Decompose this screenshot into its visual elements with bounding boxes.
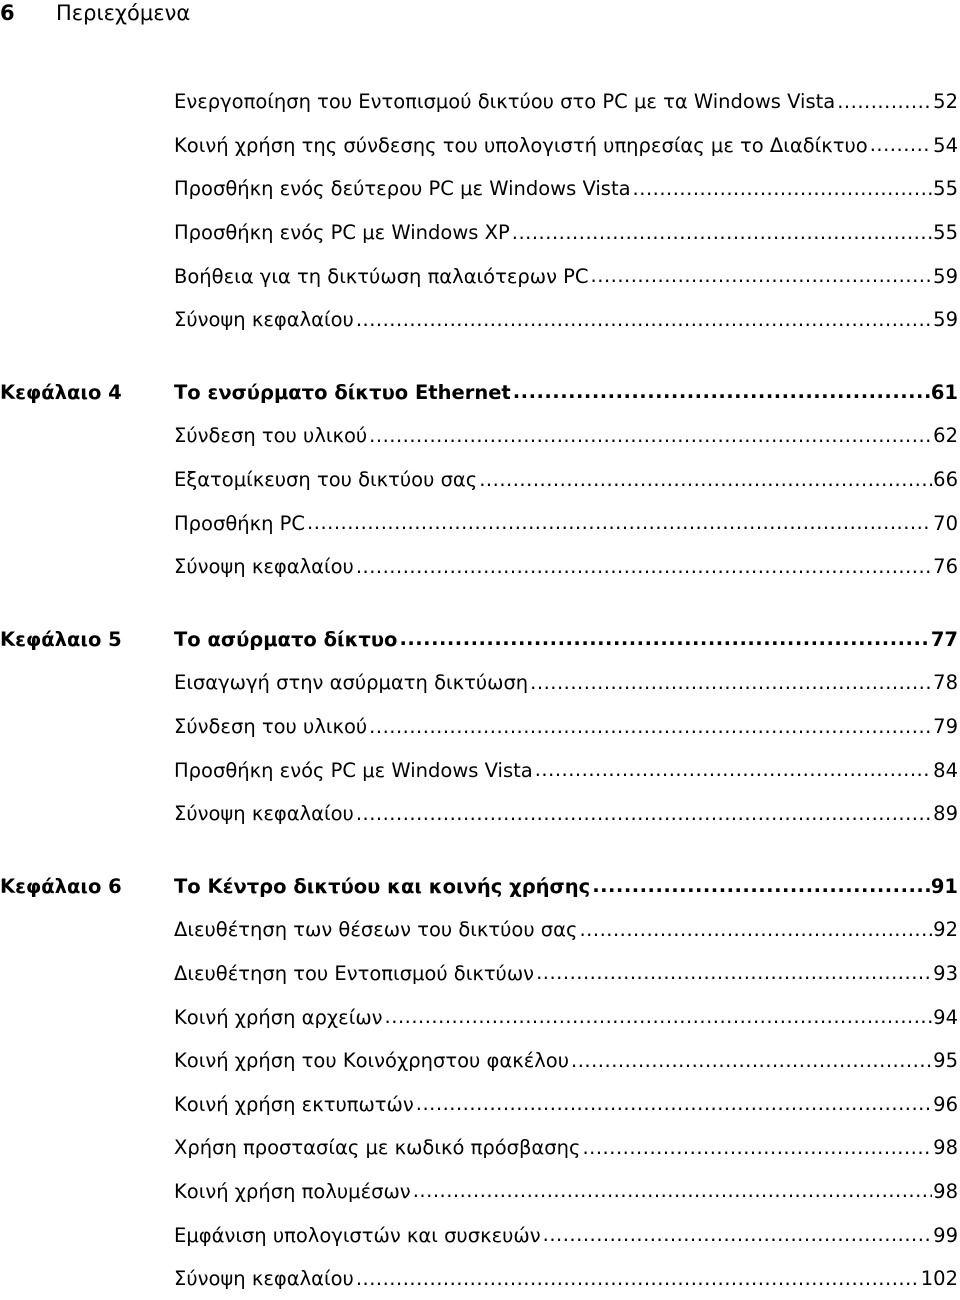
chapter-page: 91 — [930, 875, 958, 898]
toc-entry-page: 93 — [932, 962, 958, 985]
toc-entry-page: 99 — [932, 1224, 958, 1247]
dot-leader — [369, 425, 932, 447]
toc-entry-page: 62 — [932, 424, 958, 447]
toc-entry[interactable] — [0, 1213, 958, 1257]
toc-entry[interactable] — [0, 545, 958, 589]
chapter-label: Κεφάλαιο 4 — [0, 371, 122, 415]
dot-leader — [413, 1180, 932, 1202]
toc-entry-page: 89 — [932, 802, 958, 825]
table-of-contents — [0, 80, 958, 1300]
toc-entry-page: 102 — [920, 1267, 958, 1290]
chapter-label: Κεφάλαιο 5 — [0, 618, 122, 662]
toc-entry-page: 98 — [932, 1136, 958, 1159]
toc-entry[interactable] — [0, 458, 958, 502]
toc-entry-title: Εξατομίκευση του δικτύου σας — [174, 468, 479, 491]
toc-entry[interactable] — [0, 1039, 958, 1083]
toc-entry-title: Κοινή χρήση πολυμέσων — [174, 1180, 413, 1203]
toc-entry-title: Εισαγωγή στην ασύρματη δικτύωση — [174, 671, 530, 694]
dot-leader — [356, 309, 932, 331]
dot-leader — [591, 265, 933, 287]
toc-entry-page: 59 — [932, 308, 958, 331]
toc-entry[interactable] — [0, 1170, 958, 1214]
toc-entry[interactable] — [0, 1126, 958, 1170]
toc-entry-page: 84 — [932, 759, 958, 782]
toc-entry-page: 98 — [932, 1180, 958, 1203]
toc-entry[interactable] — [0, 298, 958, 342]
toc-entry[interactable] — [0, 792, 958, 836]
toc-entry-title: Σύνδεση του υλικού — [174, 715, 369, 738]
dot-leader — [535, 759, 932, 781]
toc-entry-title: Σύνοψη κεφαλαίου — [174, 308, 356, 331]
toc-entry-page: 52 — [932, 90, 958, 113]
toc-entry-page: 55 — [932, 177, 958, 200]
toc-entry-page: 92 — [932, 918, 958, 941]
toc-entry[interactable] — [0, 414, 958, 458]
dot-leader — [592, 875, 930, 897]
dot-leader — [837, 91, 932, 113]
toc-entry[interactable] — [0, 211, 958, 255]
toc-entry[interactable] — [0, 705, 958, 749]
dot-leader — [633, 178, 933, 200]
dot-leader — [307, 512, 932, 534]
toc-entry[interactable] — [0, 748, 958, 792]
section-gap — [0, 589, 958, 618]
toc-entry-page: 79 — [932, 715, 958, 738]
toc-entry-page: 76 — [932, 555, 958, 578]
toc-entry[interactable] — [0, 167, 958, 211]
toc-section-chapter-4 — [0, 371, 958, 589]
dot-leader — [416, 1093, 932, 1115]
toc-entry-title: Προσθήκη ενός PC με Windows XP — [174, 221, 512, 244]
toc-entry-title: Κοινή χρήση αρχείων — [174, 1006, 385, 1029]
chapter-title: Το ενσύρματο δίκτυο Ethernet — [174, 381, 513, 404]
page-header — [0, 0, 190, 30]
dot-leader — [479, 469, 932, 491]
toc-entry[interactable] — [0, 254, 958, 298]
toc-entry[interactable] — [0, 80, 958, 124]
chapter-title: Το Κέντρο δικτύου και κοινής χρήσης — [174, 875, 592, 898]
page-number: 6 — [0, 0, 56, 26]
toc-entry-title: Κοινή χρήση της σύνδεσης του υπολογιστή υπηρεσίας με το Διαδίκτυο — [174, 134, 870, 157]
toc-entry-title: Διευθέτηση των θέσεων του δικτύου σας — [174, 918, 579, 941]
toc-section-chapter-5 — [0, 618, 958, 836]
toc-entry-page: 78 — [932, 671, 958, 694]
toc-entry-title: Εμφάνιση υπολογιστών και συσκευών — [174, 1224, 543, 1247]
dot-leader — [571, 1050, 932, 1072]
toc-section-continued — [0, 80, 958, 342]
chapter-page: 61 — [930, 381, 958, 404]
section-gap — [0, 342, 958, 371]
dot-leader — [369, 716, 932, 738]
chapter-label: Κεφάλαιο 6 — [0, 865, 122, 909]
toc-entry-title: Ενεργοποίηση του Εντοπισμού δικτύου στο PC με τα Windows Vista — [174, 90, 837, 113]
toc-entry-title: Βοήθεια για τη δικτύωση παλαιότερων PC — [174, 265, 591, 288]
dot-leader — [399, 628, 929, 650]
dot-leader — [579, 919, 932, 941]
toc-entry-title: Χρήση προστασίας με κωδικό πρόσβασης — [174, 1136, 582, 1159]
section-gap — [0, 836, 958, 865]
dot-leader — [543, 1224, 933, 1246]
toc-entry-title: Διευθέτηση του Εντοπισμού δικτύων — [174, 962, 536, 985]
toc-entry[interactable] — [0, 995, 958, 1039]
dot-leader — [356, 803, 932, 825]
dot-leader — [530, 672, 932, 694]
toc-entry[interactable] — [0, 124, 958, 168]
chapter-title: Το ασύρματο δίκτυο — [174, 628, 399, 651]
toc-entry-title: Σύνοψη κεφαλαίου — [174, 555, 356, 578]
toc-entry-page: 95 — [932, 1049, 958, 1072]
toc-entry-title: Σύνδεση του υλικού — [174, 424, 369, 447]
toc-entry-page: 94 — [932, 1006, 958, 1029]
toc-entry-page: 96 — [932, 1093, 958, 1116]
toc-entry-page: 59 — [932, 265, 958, 288]
toc-entry[interactable] — [0, 952, 958, 996]
toc-chapter-row[interactable] — [0, 865, 958, 909]
toc-entry[interactable] — [0, 661, 958, 705]
toc-entry-page: 55 — [932, 221, 958, 244]
toc-entry-title: Προσθήκη ενός δεύτερου PC με Windows Vista — [174, 177, 633, 200]
toc-entry-title: Κοινή χρήση εκτυπωτών — [174, 1093, 416, 1116]
toc-entry[interactable] — [0, 908, 958, 952]
dot-leader — [870, 134, 932, 156]
toc-chapter-row[interactable] — [0, 618, 958, 662]
chapter-page: 77 — [930, 628, 958, 651]
toc-section-chapter-6 — [0, 865, 958, 1300]
dot-leader — [536, 962, 932, 984]
toc-entry-page: 54 — [932, 134, 958, 157]
toc-entry-title: Σύνοψη κεφαλαίου — [174, 802, 356, 825]
toc-entry-page: 66 — [932, 468, 958, 491]
toc-entry[interactable] — [0, 501, 958, 545]
dot-leader — [356, 556, 932, 578]
toc-entry-title: Προσθήκη ενός PC με Windows Vista — [174, 759, 535, 782]
toc-entry-title: Προσθήκη PC — [174, 512, 307, 535]
toc-entry-title: Κοινή χρήση του Κοινόχρηστου φακέλου — [174, 1049, 571, 1072]
toc-entry-title: Σύνοψη κεφαλαίου — [174, 1267, 356, 1290]
dot-leader — [513, 381, 930, 403]
dot-leader — [512, 222, 932, 244]
dot-leader — [356, 1268, 920, 1290]
dot-leader — [582, 1137, 932, 1159]
page-title: Περιεχόμενα — [56, 0, 190, 26]
toc-chapter-row[interactable] — [0, 371, 958, 415]
toc-entry-page: 70 — [932, 512, 958, 535]
dot-leader — [385, 1006, 933, 1028]
toc-entry[interactable] — [0, 1082, 958, 1126]
